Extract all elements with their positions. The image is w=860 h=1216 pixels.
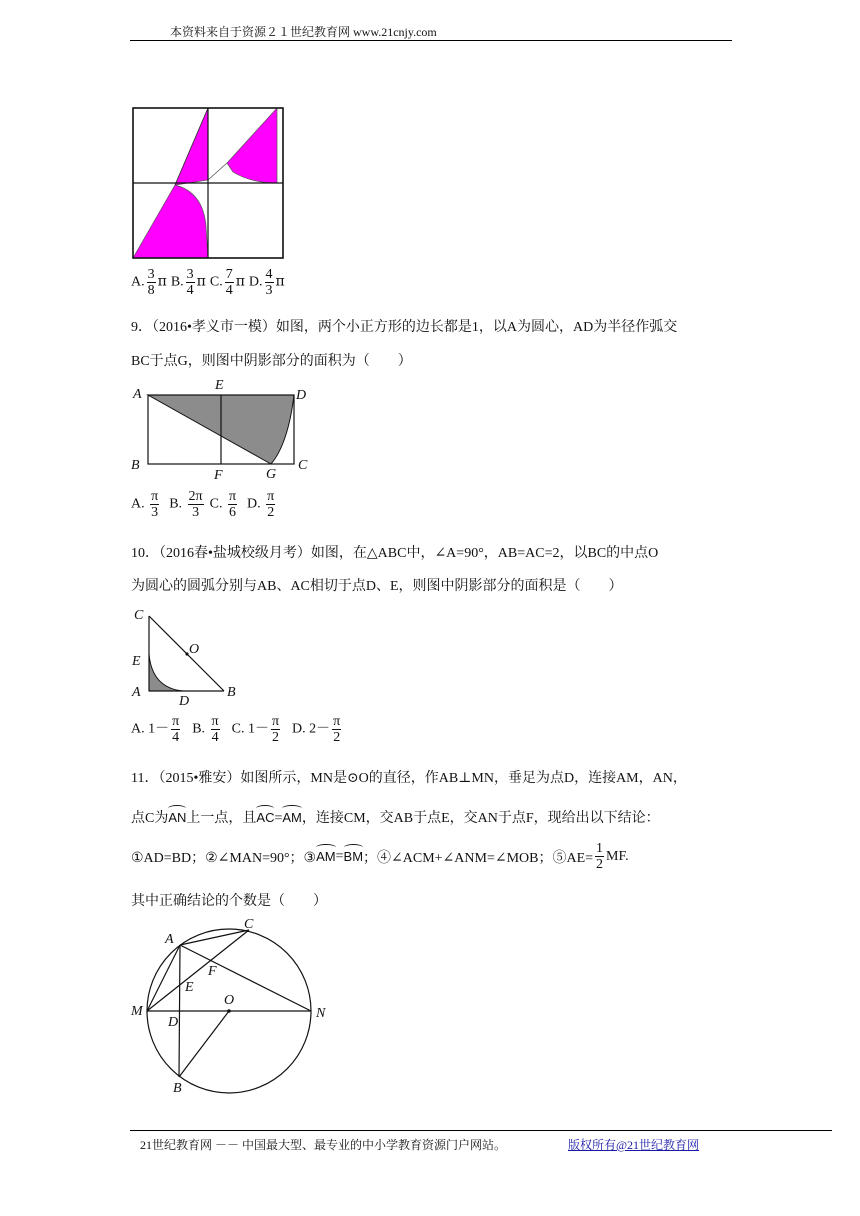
footer-site-text: 21世纪教育网 －－ 中国最大型、最专业的中小学教育资源门户网站。 <box>140 1138 507 1152</box>
q9-label-a: A <box>133 387 142 402</box>
footer-rule <box>130 1130 832 1131</box>
q9-label-b: B <box>131 458 140 473</box>
header-rule <box>130 40 732 41</box>
q10-figure <box>128 604 243 708</box>
q9-label-d: D <box>296 388 307 403</box>
q8-shade-top-right <box>227 108 277 183</box>
q11-label-e: E <box>185 980 194 995</box>
q11-arc-ac: AC <box>256 810 275 825</box>
q11-stem-line1: 11．（2015•雅安）如图所示，MN是⊙O的直径，作AB⊥MN，垂足为点D，连接AM，AN， <box>131 771 687 786</box>
q9-label-c: C <box>298 458 308 473</box>
q11-label-f: F <box>208 964 217 979</box>
q9-option-c: C. $\frac{\pi}{6}$ <box>209 489 237 520</box>
q11-arc-bm: BM <box>343 849 364 864</box>
q9-label-e: E <box>215 378 224 393</box>
q8-option-c: C. $\frac{7}{4}$ π <box>209 267 245 298</box>
q11-stem-line2: 点C为AN上一点，且AC=AM，连接CM，交AB于点E，交AN于点F，现给出以下结论： <box>131 810 660 826</box>
q11-label-m: M <box>131 1004 143 1019</box>
q8-figure <box>128 103 288 265</box>
q9-stem-line2: BC于点G，则图中阴影部分的面积为（ ） <box>131 354 412 369</box>
q11-label-o: O <box>224 993 235 1008</box>
q10-label-b: B <box>227 685 236 700</box>
q10-label-o: O <box>189 642 200 657</box>
q8-option-b: B. $\frac{3}{4}$ π <box>170 267 206 298</box>
q11-label-c: C <box>244 917 254 932</box>
q8-options <box>131 267 285 298</box>
footer-copyright-link[interactable]: 版权所有@21世纪教育网 <box>568 1138 700 1152</box>
q8-option-a: A. $\frac{3}{8}$ π <box>131 267 167 298</box>
q11-label-b: B <box>173 1081 182 1096</box>
q9-option-a: A. $\frac{\pi}{3}$ <box>131 489 159 520</box>
q10-option-a: A. 1－ $\frac{\pi}{4}$ <box>131 714 180 745</box>
q10-stem-line2: 为圆心的圆弧分别与AB、AC相切于点D、E，则图中阴影部分的面积是（ ） <box>131 579 623 594</box>
q9-figure <box>128 374 318 484</box>
q10-option-c: C. 1－ $\frac{\pi}{2}$ <box>231 714 280 745</box>
q10-option-b: B. $\frac{\pi}{4}$ <box>192 714 219 745</box>
q10-label-e: E <box>132 654 141 669</box>
q11-stem-line4: 其中正确结论的个数是（ ） <box>131 894 327 909</box>
q9-option-d: D. $\frac{\pi}{2}$ <box>247 489 275 520</box>
q11-stem-line3: ①AD=BD；②∠MAN=90°；③ AM = BM ；④∠ACM+∠ANM=∠MOB；⑤AE= $\frac{1}{2}$ MF. <box>131 841 629 872</box>
q10-stem-line1: 10．（2016春•盐城校级月考）如图，在△ABC中，∠A=90°，AB=AC=2，以BC的中点O <box>131 546 659 561</box>
q11-label-n: N <box>316 1006 326 1021</box>
q9-label-f: F <box>214 468 223 483</box>
q10-label-c: C <box>134 608 144 623</box>
q11-arc-am: AM <box>282 810 302 825</box>
q11-arc-am-2: AM <box>316 849 336 864</box>
q10-options <box>131 714 343 745</box>
q9-label-g: G <box>266 467 277 482</box>
q10-shade <box>149 654 183 691</box>
q11-arc-an: AN <box>168 810 187 825</box>
q8-shade-bottom-left <box>133 185 208 258</box>
q9-option-b: B. $\frac{2\pi}{3}$ <box>169 489 203 520</box>
q11-label-a: A <box>165 932 174 947</box>
q9-options <box>131 489 277 520</box>
q10-option-d: D. 2－ $\frac{\pi}{2}$ <box>292 714 341 745</box>
q8-option-d: D. $\frac{4}{3}$ π <box>248 267 285 298</box>
page-header: 本资料来自于资源２１世纪教育网 www.21cnjy.com <box>170 25 437 39</box>
q9-stem-line1: 9．（2016•孝义市一模）如图，两个小正方形的边长都是1，以A为圆心，AD为半径作弧交 <box>131 320 678 335</box>
q10-label-a: A <box>132 685 141 700</box>
q11-label-d: D <box>168 1015 179 1030</box>
q10-label-d: D <box>179 694 190 708</box>
q11-figure <box>128 914 333 1099</box>
